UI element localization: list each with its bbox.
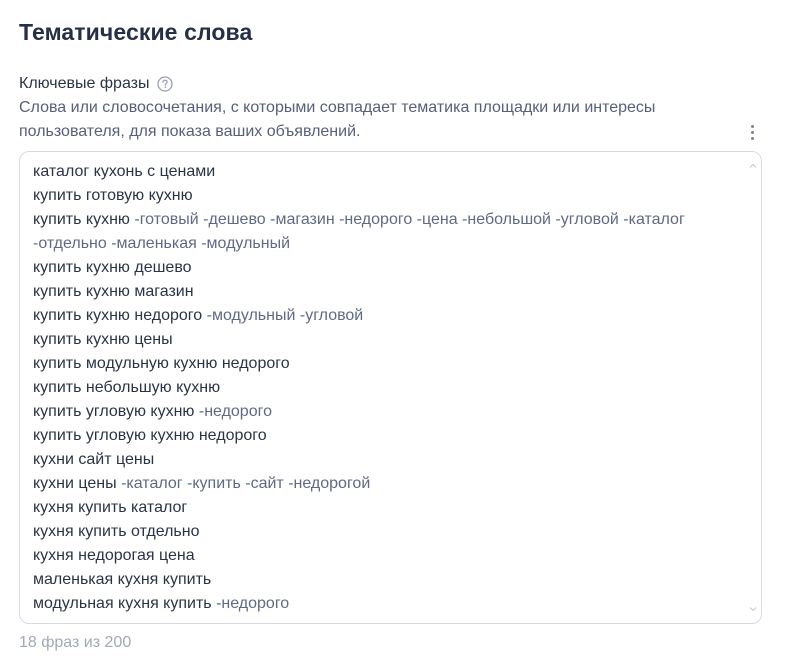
phrase-line	[33, 424, 733, 448]
phrase-text: кухня купить каталог	[33, 499, 188, 516]
phrase-text: кухни сайт цены	[33, 451, 155, 468]
phrase-line	[33, 544, 733, 568]
phrase-text: купить кухню	[33, 211, 130, 228]
phrase-text: купить угловую кухню	[33, 403, 195, 420]
field-label-row	[19, 73, 173, 95]
phrase-line	[33, 328, 733, 352]
phrase-line	[33, 568, 733, 592]
phrase-counter: 18 фраз из 200	[19, 634, 132, 651]
scroll-down-icon[interactable]	[749, 605, 757, 613]
phrase-line	[33, 376, 733, 400]
minus-words: -модульный -угловой	[206, 307, 364, 324]
minus-words: -каталог -купить -сайт -недорогой	[121, 475, 371, 492]
more-vertical-icon[interactable]	[741, 120, 763, 144]
phrase-line	[33, 256, 733, 280]
phrase-text: купить кухню цены	[33, 331, 173, 348]
phrase-text: кухня купить отдельно	[33, 523, 200, 540]
phrase-text: купить кухню недорого	[33, 307, 203, 324]
field-description: Слова или словосочетания, с которыми совпадает тематика площадки или интересы пользователя, для показа ваших объявлений.	[19, 99, 656, 140]
scroll-up-icon[interactable]	[749, 162, 757, 170]
phrase-line	[33, 304, 733, 328]
phrase-line	[33, 280, 733, 304]
phrase-line	[33, 232, 733, 256]
phrase-line	[33, 352, 733, 376]
phrase-line	[33, 184, 733, 208]
phrase-line	[33, 448, 733, 472]
phrase-text: купить модульную кухню недорого	[33, 355, 290, 372]
phrase-text: каталог кухонь с ценами	[33, 163, 216, 180]
phrase-text: кухня недорогая цена	[33, 547, 195, 564]
phrase-text: маленькая кухня купить	[33, 571, 212, 588]
phrase-line	[33, 208, 733, 232]
phrase-line	[33, 472, 733, 496]
section-title: Тематические слова	[19, 19, 253, 45]
phrase-text: модульная кухня купить	[33, 595, 212, 612]
phrase-text: купить угловую кухню недорого	[33, 427, 267, 444]
phrase-text: кухни цены	[33, 475, 117, 492]
minus-words: -отдельно -маленькая -модульный	[33, 235, 291, 252]
phrase-line	[33, 400, 733, 424]
phrase-text: купить небольшую кухню	[33, 379, 221, 396]
field-label: Ключевые фразы	[19, 75, 150, 92]
minus-words: -готовый -дешево -магазин -недорого -цена -небольшой -угловой -каталог	[134, 211, 685, 228]
phrase-text: купить кухню магазин	[33, 283, 194, 300]
phrase-text: купить готовую кухню	[33, 187, 193, 204]
minus-words: -недорого	[198, 403, 272, 420]
keyword-phrases-textarea[interactable]	[19, 151, 762, 624]
question-circle-icon[interactable]	[157, 76, 173, 92]
minus-words: -недорого	[216, 595, 290, 612]
phrase-line	[33, 592, 733, 616]
phrase-list	[33, 160, 733, 616]
phrase-line	[33, 160, 733, 184]
phrase-line	[33, 496, 733, 520]
phrase-line	[33, 520, 733, 544]
phrase-text: купить кухню дешево	[33, 259, 192, 276]
